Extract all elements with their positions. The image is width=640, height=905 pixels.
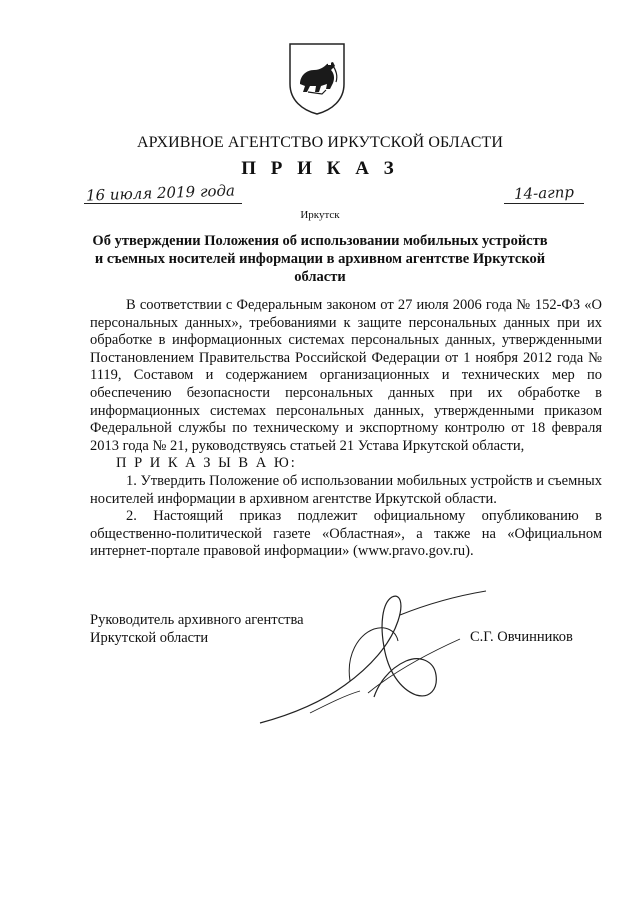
- document-heading: Об утверждении Положения об использовании мобильных устройств и съемных носителей информации в архивном агентстве Иркутской области: [92, 233, 548, 285]
- irkutsk-coat-of-arms-icon: [286, 40, 348, 116]
- preamble-paragraph: В соответствии с Федеральным законом от 27 июля 2006 года № 152-ФЗ «О персональных данных», требованиями к защите персональных данных при их обработке в информационных системах персональных данных, утвержденными Постановлением Правительства Российской Федерации от 1 ноября 2012 года № 1119, Составом и содержанием организационных и технических мер по обеспечению безопасности персональных данных при их обработке в информационных системах персональных данных, утвержденными приказом Федеральной службы по техническому и экспортному контролю от 18 февраля 2013 года № 21, руководствуясь статьей 21 Устава Иркутской области,: [90, 297, 602, 454]
- order-item-1: 1. Утвердить Положение об использовании мобильных устройств и съемных носителей информации в архивном агентстве Иркутской области.: [90, 472, 602, 507]
- date-underline: [84, 203, 242, 204]
- signatory-name: С.Г. Овчинников: [470, 629, 573, 645]
- directive-label: П Р И К А З Ы В А Ю:: [116, 455, 297, 472]
- document-type-title: П Р И К А З: [241, 158, 399, 179]
- handwritten-order-number: 14-агпр: [513, 182, 575, 204]
- handwritten-date: 16 июля 2019 года: [85, 181, 236, 205]
- signatory-role-line-1: Руководитель архивного агентства: [90, 612, 304, 628]
- handwritten-signature: [250, 585, 500, 735]
- document-body: [90, 297, 602, 561]
- agency-name: АРХИВНОЕ АГЕНТСТВО ИРКУТСКОЙ ОБЛАСТИ: [136, 134, 504, 151]
- order-item-2: 2. Настоящий приказ подлежит официальному опубликованию в общественно-политической газете «Областная», а также на «Официальном интернет-портале правовой информации» (www.pravo.gov.ru).: [90, 508, 602, 560]
- number-underline: [504, 203, 584, 204]
- signatory-role-line-2: Иркутской области: [90, 630, 209, 646]
- city-label: Иркутск: [300, 209, 340, 221]
